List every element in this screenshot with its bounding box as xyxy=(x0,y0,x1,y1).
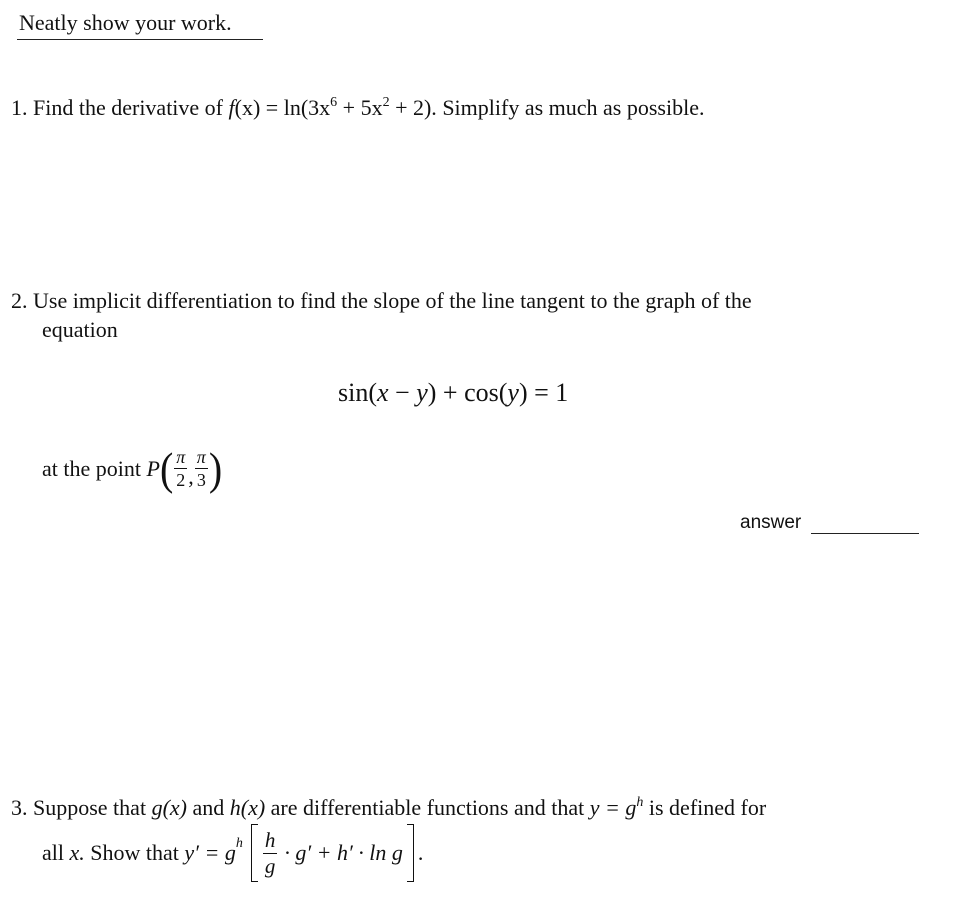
eq-x: x xyxy=(377,378,389,407)
point-label: P xyxy=(146,455,160,481)
eq-y: y xyxy=(416,378,428,407)
frac-g: g xyxy=(264,853,276,878)
problem-3-line-2 xyxy=(42,822,423,884)
problem-1-number: 1. xyxy=(11,95,28,120)
heading-underline xyxy=(17,39,263,40)
p3-h-exponent: h xyxy=(636,795,644,810)
exponent-6: 6 xyxy=(330,95,338,110)
problem-1-prompt: Find the derivative of xyxy=(33,95,224,120)
p3-text-c: is defined for xyxy=(648,795,767,820)
problem-2-prompt: Use implicit differentiation to find the slope of the line tangent to the graph of the xyxy=(33,288,752,313)
function-arg: (x) xyxy=(234,95,261,120)
function-expression-start: = ln(3x xyxy=(265,95,331,120)
answer-label: answer xyxy=(740,512,802,533)
exponent-2: 2 xyxy=(382,95,390,110)
frac1-numerator: π xyxy=(176,447,186,467)
right-paren: ) xyxy=(208,442,223,494)
p3-gx: g(x) xyxy=(151,795,187,820)
p3-expression: · g′ + h′ · ln g xyxy=(284,840,403,865)
p3-and: and xyxy=(192,795,225,820)
problem-2-line-1 xyxy=(11,288,752,314)
function-name: f xyxy=(228,95,235,120)
frac2-numerator: π xyxy=(196,447,206,467)
p3-x: x. xyxy=(69,840,85,865)
fraction-h-over-g xyxy=(263,827,278,878)
p3-show-that: Show that xyxy=(90,840,179,865)
left-bracket xyxy=(251,824,258,882)
p3-h-exponent-2: h xyxy=(235,836,243,851)
problem-2-number: 2. xyxy=(11,288,28,313)
eq-cos: ) + cos( xyxy=(427,378,508,407)
function-expression-tail: + 2). xyxy=(389,95,437,120)
answer-blank[interactable] xyxy=(811,533,919,534)
p3-y-eq: y = g xyxy=(589,795,637,820)
right-bracket xyxy=(407,824,414,882)
tangent-point xyxy=(42,442,223,494)
p3-text-a: Suppose that xyxy=(33,795,147,820)
implicit-equation xyxy=(338,378,568,408)
p3-hx: h(x) xyxy=(229,795,266,820)
instruction-heading: Neatly show your work. xyxy=(19,10,232,35)
p3-text-b: are differentiable functions and that xyxy=(270,795,585,820)
problem-2-line-2: equation xyxy=(42,317,118,342)
problem-3-number: 3. xyxy=(11,795,28,820)
eq-sin: sin( xyxy=(338,378,377,407)
point-comma: , xyxy=(188,463,194,489)
p3-yprime: y′ = g xyxy=(184,840,236,865)
eq-end: ) = 1 xyxy=(518,378,569,407)
point-text: at the point xyxy=(42,455,141,481)
eq-minus: − xyxy=(388,378,417,407)
frac-h: h xyxy=(264,827,276,852)
frac2-denominator: 3 xyxy=(196,470,206,490)
frac1-denominator: 2 xyxy=(176,470,186,490)
problem-1 xyxy=(11,95,704,121)
p3-period: . xyxy=(417,840,424,865)
fraction-pi-over-2 xyxy=(174,448,187,489)
problem-1-instruction: Simplify as much as possible. xyxy=(442,95,705,120)
eq-y2: y xyxy=(507,378,519,407)
left-paren: ( xyxy=(159,442,174,494)
fraction-pi-over-3 xyxy=(195,448,208,489)
problem-3-line-1 xyxy=(11,795,766,821)
function-expression-mid: + 5x xyxy=(337,95,383,120)
p3-all: all xyxy=(42,840,64,865)
